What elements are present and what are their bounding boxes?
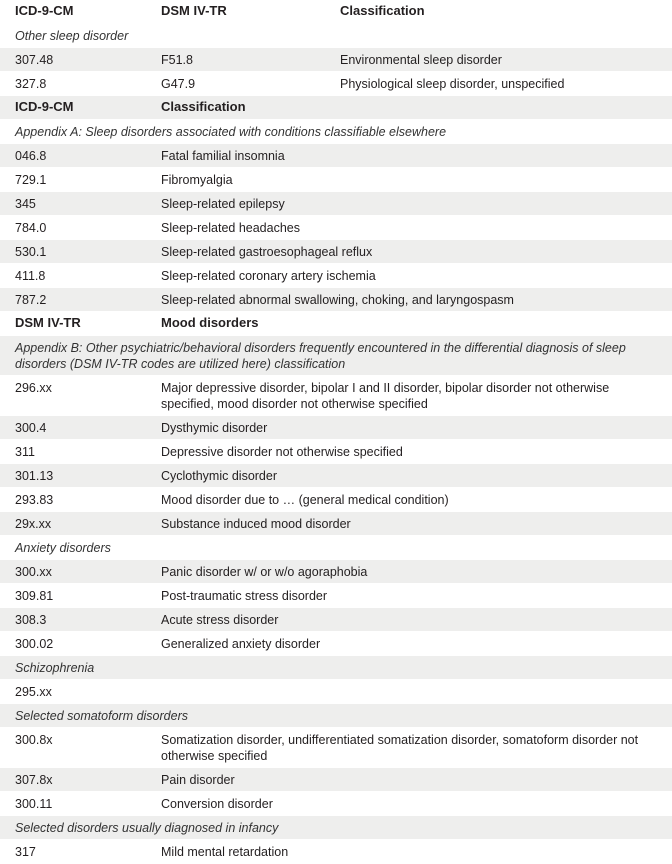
code: 300.02: [15, 637, 54, 651]
subheader-code-label: ICD-9-CM: [15, 99, 74, 114]
header-dsm: DSM IV-TR: [161, 3, 227, 18]
table-row: [0, 48, 672, 72]
code: 29x.xx: [15, 517, 52, 531]
section-title: Selected disorders usually diagnosed in infancy: [15, 821, 279, 835]
code: 293.83: [15, 493, 54, 507]
table-header-row: [0, 0, 672, 24]
classification-name: Panic disorder w/ or w/o agoraphobia: [161, 565, 368, 579]
table-row: [0, 216, 672, 240]
classification-name: Environmental sleep disorder: [340, 53, 502, 67]
table-row: [0, 416, 672, 440]
code: 309.81: [15, 589, 54, 603]
section-title: Anxiety disorders: [15, 541, 111, 555]
table-row: [0, 608, 672, 632]
subheader-classification: Classification: [161, 99, 246, 114]
table-row: [0, 792, 672, 816]
classification-name: Fibromyalgia: [161, 173, 233, 187]
section-title: Other sleep disorder: [15, 29, 129, 43]
code: 307.8x: [15, 773, 53, 787]
classification-name: Sleep-related gastroesophageal reflux: [161, 245, 373, 259]
classification-name: Mood disorder due to … (general medical condition): [161, 493, 449, 507]
classification-name: Pain disorder: [161, 773, 235, 787]
table-row: [0, 560, 672, 584]
icd9-code: 327.8: [15, 77, 47, 91]
table-row: [0, 840, 672, 864]
classification-name: Substance induced mood disorder: [161, 517, 351, 531]
section-title: Appendix A: Sleep disorders associated with conditions classifiable elsewhere: [15, 125, 447, 139]
code: 300.11: [15, 797, 53, 811]
table-subheader-row: [0, 96, 672, 120]
code: 300.4: [15, 421, 47, 435]
table-row: [0, 488, 672, 512]
classification-name: Fatal familial insomnia: [161, 149, 285, 163]
code: 046.8: [15, 149, 47, 163]
code: 311: [15, 445, 35, 459]
header-icd9: ICD-9-CM: [15, 3, 74, 18]
code: 308.3: [15, 613, 47, 627]
subheader-code-label: DSM IV-TR: [15, 315, 81, 330]
classification-name: Acute stress disorder: [161, 613, 279, 627]
classification-name: Generalized anxiety disorder: [161, 637, 321, 651]
icd9-code: 307.48: [15, 53, 54, 67]
code: 784.0: [15, 221, 47, 235]
table-row: [0, 144, 672, 168]
code: 300.8x: [15, 733, 53, 747]
header-classification: Classification: [340, 3, 425, 18]
classification-name: Somatization disorder, undifferentiated somatization disorder, somatoform disorder not otherwise specified: [161, 733, 639, 763]
section-title-row: [0, 24, 672, 48]
code: 345: [15, 197, 36, 211]
table-row: [0, 464, 672, 488]
classification-name: Dysthymic disorder: [161, 421, 268, 435]
classification-name: Depressive disorder not otherwise specified: [161, 445, 403, 459]
table-row: [0, 632, 672, 656]
classification-name: Mild mental retardation: [161, 845, 289, 859]
table-row: [0, 768, 672, 792]
table-row: [0, 72, 672, 96]
classification-name: Post-traumatic stress disorder: [161, 589, 328, 603]
table-row: [0, 512, 672, 536]
code: 317: [15, 845, 36, 859]
dsm-code: F51.8: [161, 53, 193, 67]
classification-name: Cyclothymic disorder: [161, 469, 278, 483]
section-title-row: [0, 816, 672, 840]
classification-name: Conversion disorder: [161, 797, 273, 811]
section-title-row: [0, 336, 672, 376]
code: 295.xx: [15, 685, 52, 699]
section-title: Appendix B: Other psychiatric/behavioral disorders frequently encountered in the differential diagnosis of sleep disorders (DSM IV-TR codes are utilized here) classification: [15, 341, 626, 371]
classification-name: Sleep-related headaches: [161, 221, 300, 235]
code: 787.2: [15, 293, 47, 307]
table-row: [0, 584, 672, 608]
classification-name: Sleep-related coronary artery ischemia: [161, 269, 376, 283]
section-title-row: [0, 120, 672, 144]
table-row: [0, 240, 672, 264]
classification-name: Sleep-related abnormal swallowing, choking, and laryngospasm: [161, 293, 514, 307]
table-row: [0, 192, 672, 216]
table-row: [0, 440, 672, 464]
dsm-code: G47.9: [161, 77, 196, 91]
table-row: [0, 680, 672, 704]
table-row: [0, 376, 672, 416]
table-row: [0, 264, 672, 288]
section-title-row: [0, 656, 672, 680]
classification-name: Physiological sleep disorder, unspecified: [340, 77, 565, 91]
section-title: Selected somatoform disorders: [15, 709, 188, 723]
classification-name: Sleep-related epilepsy: [161, 197, 285, 211]
code: 296.xx: [15, 381, 52, 395]
code: 301.13: [15, 469, 54, 483]
section-title: Schizophrenia: [15, 661, 95, 675]
section-title-row: [0, 704, 672, 728]
table-row: [0, 728, 672, 768]
code: 530.1: [15, 245, 47, 259]
table-row: [0, 288, 672, 312]
classification-name: Major depressive disorder, bipolar I and II disorder, bipolar disorder not otherwise specified, mood disorder not otherwise specified: [161, 381, 610, 411]
code: 300.xx: [15, 565, 52, 579]
table-row: [0, 168, 672, 192]
section-title-row: [0, 536, 672, 560]
table-subheader-row: [0, 312, 672, 336]
subheader-classification: Mood disorders: [161, 315, 259, 330]
code: 729.1: [15, 173, 47, 187]
code: 411.8: [15, 269, 46, 283]
